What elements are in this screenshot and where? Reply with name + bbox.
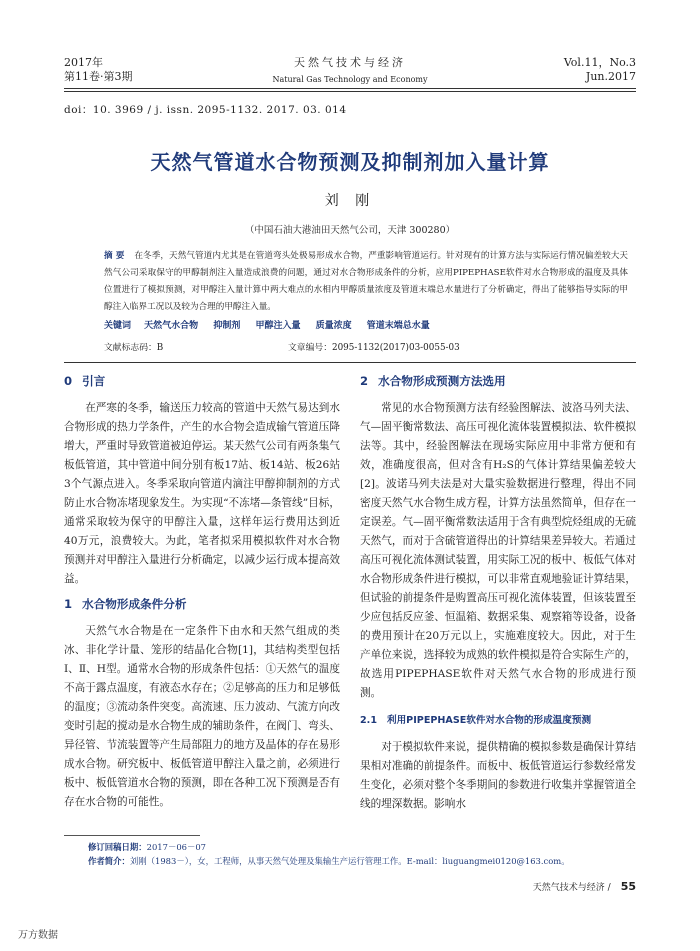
keyword: 天然气水合物 xyxy=(144,321,199,331)
footnote-rule xyxy=(64,835,200,836)
paragraph: 对于模拟软件来说，提供精确的模拟参数是确保计算结果相对准确的前提条件。而板中、板低管道运行参数经常发生变化，必须对整个冬季期间的参数进行收集并掌握管道全线的埋深数据。影响水 xyxy=(360,741,636,810)
keyword: 甲醇注入量 xyxy=(255,321,301,331)
paragraph: 在严寒的冬季，输送压力较高的管道中天然气易达到水合物形成的热力学条件，产生的水合物会造成输气管道压降增大，严重时导致管道被迫停运。某天然气公司有两条集气板低管道，其中管道中间分别有板17站、板14站、板26站3个气源点进入。冬季采取向管道内滴注甲醇抑制剂的方式防止水合物冻堵现象发生。为实现“不冻堵—条管线”目标，通常采取较为保守的甲醇注入量，这样年运行费用达到近40万元，浪费较大。为此，笔者拟采用模拟软件对水合物预测并对甲醇注入量进行分析确定，以减少运行成本提高效益。 xyxy=(64,402,340,585)
header-rule xyxy=(64,88,636,89)
affiliation: （中国石油大港油田天然气公司，天津 300280） xyxy=(244,225,456,236)
paper-title: 天然气管道水合物预测及抑制剂加入量计算 xyxy=(150,150,550,174)
section-heading xyxy=(360,372,636,391)
section-heading xyxy=(64,372,340,391)
section-number: 2 xyxy=(360,374,369,388)
article-number: 文章编号：2095-1132(2017)03-0055-03 xyxy=(288,343,460,353)
abstract xyxy=(104,248,628,316)
section-title: 水合物形成条件分析 xyxy=(82,597,187,611)
keywords xyxy=(104,318,442,331)
abstract-text: 在冬季，天然气管道内尤其是在管道弯头处极易形成水合物，严重影响管道运行。针对现有的计算方法与实际运行情况偏差较大天然气公司采取保守的甲醇制剂注入量造成浪费的问题，通过对水合物形成条件的分析，应用PIPEPHASE软件对水合物形成的温度及具体位置进行了模拟预测，对甲醇注入量计算中两大难点的水相内甲醇质量浓度及管道末端总水量进行了分析确定，得出了能够指导实际的甲醇注入临界工况以及较为合理的甲醇注入量。 xyxy=(104,251,628,312)
keywords-label: 关键词 xyxy=(104,321,132,331)
left-column xyxy=(64,372,340,812)
journal-name-en: Natural Gas Technology and Economy xyxy=(272,75,428,84)
author-bio-label: 作者简介： xyxy=(88,856,130,866)
footnote-author xyxy=(88,855,570,867)
section-number: 1 xyxy=(64,597,73,611)
section-number: 0 xyxy=(64,374,73,388)
header-vol-no: Vol.11，No.3 xyxy=(563,56,636,69)
wanfang-brand: 万方数据 xyxy=(18,930,58,941)
abstract-label: 摘 要 xyxy=(104,251,125,261)
paragraph: 常见的水合物预测方法有经验图解法、波洛马列夫法、气—固平衡常数法、高压可视化流体装置模拟法、软件模拟法等。其中，经验图解法在现场实际应用中非常方便和有效，准确度很高，但对含有H₂S的气体计算结果偏差较大[2]。波诺马列夫法是对大量实验数据进行整理，得出不同密度天然气水合物生成方程，计算方法虽然简单，但存在一定误差。气—固平衡常数法适用于含有典型烷烃组成的无硫天然气，而对于含硫管道得出的计算结果差异较大。若通过高压可视化流体测试装置，用实际工况的板中、板低气体对水合物形成条件进行模拟，可以非常直观地验证计算结果，但试验的前提条件是购置高压可视化流体装置，但该装置至少应包括反应釜、恒温箱、数据采集、观察箱等设备，设备的费用预计在20万元以上，实施难度较大。因此，对于生产单位来说，选择较为成熟的软件模拟是符合实际生产的，故选用PIPEPHASE软件对天然气水合物的形成进行预测。 xyxy=(360,402,636,699)
header-year: 2017年 xyxy=(64,56,103,69)
subsection-number: 2.1 xyxy=(360,715,377,726)
header-month: Jun.2017 xyxy=(585,70,636,83)
author: 刘 刚 xyxy=(324,193,376,209)
subsection-heading xyxy=(360,711,636,730)
header-volume-issue: 第11卷·第3期 xyxy=(64,70,133,83)
keyword: 抑制剂 xyxy=(213,321,241,331)
received-date: 2017－06－07 xyxy=(146,842,207,852)
page-number: 55 xyxy=(620,880,636,893)
author-bio: 刘刚（1983－），女，工程师，从事天然气处理及集输生产运行管理工作。E-mail：liuguangmei0120@163.com。 xyxy=(129,856,570,866)
doi: doi：10. 3969 / j. issn. 2095-1132. 2017. 03. 014 xyxy=(64,104,347,116)
page-footer xyxy=(533,880,636,893)
right-column xyxy=(360,372,636,814)
subsection-title: 利用PIPEPHASE软件对水合物的形成温度预测 xyxy=(387,715,592,726)
section-title: 引言 xyxy=(82,374,106,388)
footnote-received xyxy=(88,841,206,853)
abstract-rule xyxy=(64,362,636,363)
journal-name-cn: 天然气技术与经济 xyxy=(294,56,406,69)
header-vol xyxy=(564,56,636,84)
section-title: 水合物形成预测方法选用 xyxy=(378,374,506,388)
section-heading xyxy=(64,595,340,614)
received-label: 修订回稿日期： xyxy=(88,842,147,852)
footer-journal: 天然气技术与经济 / xyxy=(532,883,611,893)
header-rule-thin xyxy=(64,91,636,92)
keyword: 质量浓度 xyxy=(315,321,352,331)
keyword: 管道末端总水量 xyxy=(366,321,430,331)
paragraph: 天然气水合物是在一定条件下由水和天然气组成的类冰、非化学计量、笼形的结晶化合物[1]，其结构类型包括Ⅰ、Ⅱ、H型。通常水合物的形成条件包括：①天然气的温度不高于露点温度，有液态水存在；②足够高的压力和足够低的温度；③流动条件突变。高流速、压力波动、气流方向改变时引起的搅动是水合物生成的辅助条件，在阀门、弯头、异径管、节流装置等产生局部阻力的地方及晶体的存在易形成水合物。研究板中、板低管道甲醇注入量之前，必须进行板中、板低管道水合物的预测，即在各种工况下预测是否有存在水合物的可能性。 xyxy=(64,625,340,808)
doc-code: 文献标志码：B xyxy=(104,343,164,353)
